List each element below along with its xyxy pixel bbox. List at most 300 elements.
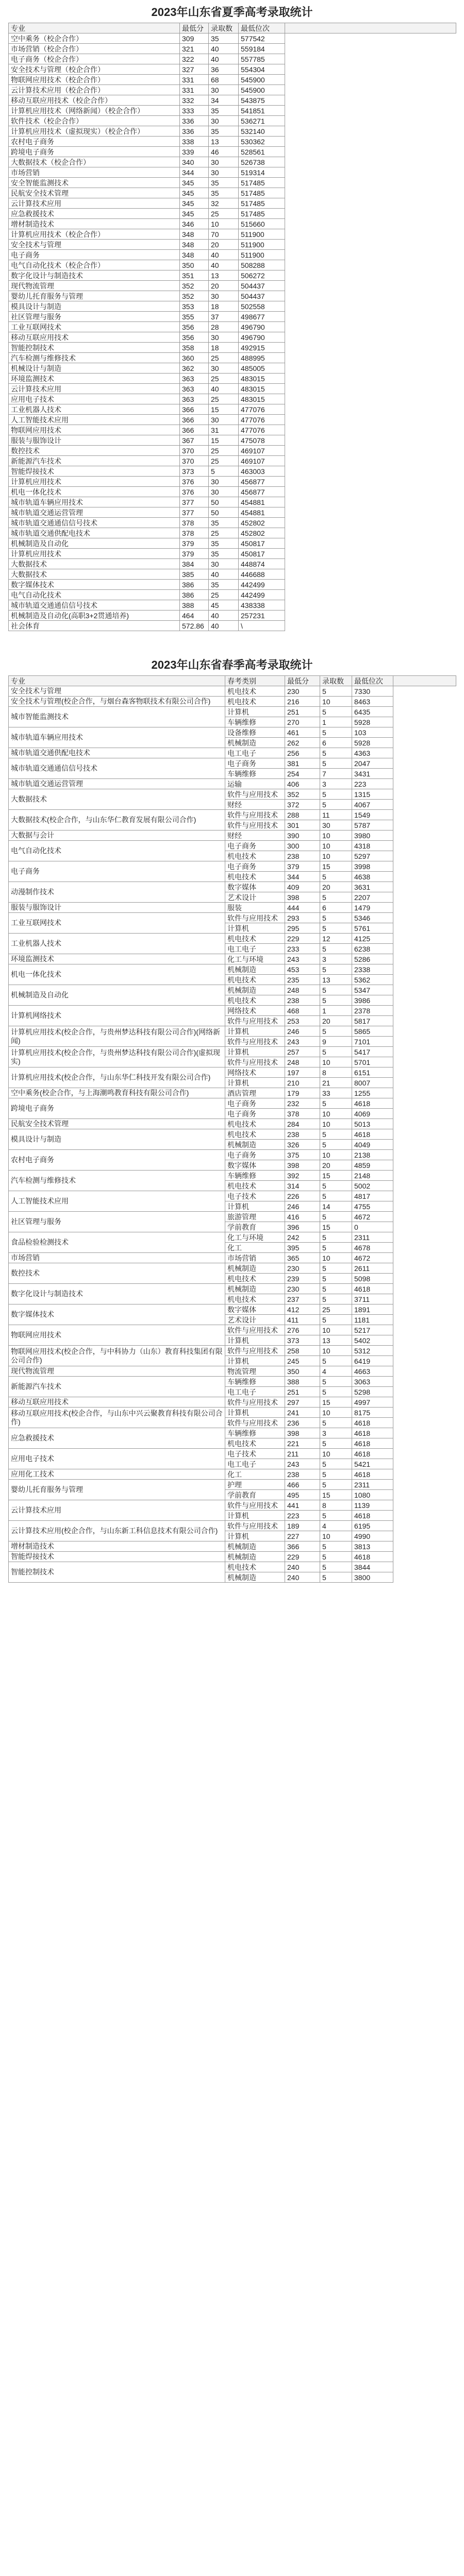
min-rank-cell: 8463 bbox=[352, 697, 393, 707]
min-rank-cell: 4638 bbox=[352, 872, 393, 882]
admitted-cell: 13 bbox=[209, 270, 239, 281]
min-rank-cell: 483015 bbox=[239, 384, 285, 394]
table-row bbox=[9, 707, 456, 717]
category-cell: 旅游管理 bbox=[225, 1212, 285, 1222]
blank-cell bbox=[285, 85, 456, 95]
table-row bbox=[9, 1171, 456, 1181]
min-score-cell: 384 bbox=[180, 559, 209, 569]
blank-cell bbox=[393, 1201, 456, 1212]
major-cell: 应用电子技术 bbox=[9, 1449, 225, 1469]
table-row bbox=[9, 934, 456, 944]
blank-cell bbox=[285, 33, 456, 44]
blank-cell bbox=[285, 394, 456, 404]
min-score-cell: 373 bbox=[285, 1335, 320, 1346]
major-cell: 机械制造及自动化 bbox=[9, 538, 180, 549]
table-row bbox=[9, 1562, 456, 1572]
min-score-cell: 352 bbox=[285, 789, 320, 800]
min-score-cell: 276 bbox=[285, 1325, 320, 1335]
major-cell: 云计算技术应用 bbox=[9, 198, 180, 209]
min-score-cell: 262 bbox=[285, 738, 320, 748]
category-cell: 软件与应用技术 bbox=[225, 810, 285, 820]
min-score-cell: 241 bbox=[285, 1408, 320, 1418]
table-row bbox=[9, 404, 456, 415]
admitted-cell: 30 bbox=[209, 415, 239, 425]
major-cell: 云计算技术应用（校企合作） bbox=[9, 85, 180, 95]
admitted-cell: 40 bbox=[209, 569, 239, 580]
admitted-cell: 5 bbox=[320, 1418, 352, 1428]
blank-cell bbox=[285, 209, 456, 219]
min-rank-cell: 2148 bbox=[352, 1171, 393, 1181]
min-score-cell: 360 bbox=[180, 353, 209, 363]
blank-cell bbox=[285, 611, 456, 621]
min-score-cell: 230 bbox=[285, 686, 320, 697]
admitted-cell: 10 bbox=[320, 1253, 352, 1263]
min-score-cell: 210 bbox=[285, 1078, 320, 1088]
table-row bbox=[9, 810, 456, 820]
major-cell: 民航安全技术管理 bbox=[9, 1119, 225, 1129]
blank-cell bbox=[285, 260, 456, 270]
category-cell: 机械制造 bbox=[225, 1572, 285, 1583]
category-cell: 软件与应用技术 bbox=[225, 1418, 285, 1428]
admitted-cell: 5 bbox=[320, 1098, 352, 1109]
category-cell: 软件与应用技术 bbox=[225, 1037, 285, 1047]
min-score-cell: 348 bbox=[180, 240, 209, 250]
category-cell: 计算机 bbox=[225, 707, 285, 717]
min-score-cell: 379 bbox=[180, 549, 209, 559]
blank-cell bbox=[393, 717, 456, 727]
category-cell: 机电技术 bbox=[225, 1562, 285, 1572]
major-cell: 工业机器人技术 bbox=[9, 934, 225, 954]
min-rank-cell: 257231 bbox=[239, 611, 285, 621]
min-score-cell: 345 bbox=[180, 188, 209, 198]
min-rank-cell: 4618 bbox=[352, 1469, 393, 1480]
admitted-cell: 13 bbox=[320, 975, 352, 985]
category-cell: 机械制造 bbox=[225, 1263, 285, 1274]
min-rank-cell: 450817 bbox=[239, 549, 285, 559]
admitted-cell: 31 bbox=[209, 425, 239, 435]
admitted-cell: 35 bbox=[209, 538, 239, 549]
min-rank-cell: 4618 bbox=[352, 1418, 393, 1428]
major-cell: 环境监测技术 bbox=[9, 954, 225, 964]
min-score-cell: 243 bbox=[285, 1459, 320, 1469]
min-rank-cell: 4618 bbox=[352, 1449, 393, 1459]
table-row bbox=[9, 1098, 456, 1109]
table-row bbox=[9, 446, 456, 456]
min-rank-cell: 4069 bbox=[352, 1109, 393, 1119]
category-cell: 计算机 bbox=[225, 1201, 285, 1212]
min-score-cell: 379 bbox=[180, 538, 209, 549]
blank-cell bbox=[393, 1315, 456, 1325]
major-cell: 城市轨道交通运营管理 bbox=[9, 507, 180, 518]
major-cell: 电气自动化技术 bbox=[9, 841, 225, 861]
min-score-cell: 358 bbox=[180, 343, 209, 353]
table-row bbox=[9, 116, 456, 126]
min-score-cell: 229 bbox=[285, 1552, 320, 1562]
admitted-cell: 30 bbox=[209, 559, 239, 569]
admitted-cell: 5 bbox=[320, 1191, 352, 1201]
blank-cell bbox=[285, 435, 456, 446]
min-score-cell: 257 bbox=[285, 1047, 320, 1057]
admitted-cell: 5 bbox=[320, 1232, 352, 1243]
major-cell: 农村电子商务 bbox=[9, 1150, 225, 1171]
admitted-cell: 6 bbox=[320, 903, 352, 913]
min-rank-cell: 454881 bbox=[239, 497, 285, 507]
admitted-cell: 12 bbox=[320, 934, 352, 944]
min-rank-cell: 4663 bbox=[352, 1366, 393, 1377]
min-score-cell: 254 bbox=[285, 769, 320, 779]
min-score-cell: 392 bbox=[285, 1171, 320, 1181]
admitted-cell: 35 bbox=[209, 518, 239, 528]
blank-cell bbox=[393, 913, 456, 923]
admitted-cell: 10 bbox=[320, 697, 352, 707]
summer-header-row bbox=[9, 23, 456, 33]
min-rank-cell: 3813 bbox=[352, 1541, 393, 1552]
admitted-cell: 5 bbox=[320, 892, 352, 903]
category-cell: 电子商务 bbox=[225, 861, 285, 872]
min-score-cell: 245 bbox=[285, 1356, 320, 1366]
major-cell: 计算机应用技术 bbox=[9, 549, 180, 559]
min-score-cell: 227 bbox=[285, 1531, 320, 1541]
table-row bbox=[9, 831, 456, 841]
admitted-cell: 30 bbox=[209, 85, 239, 95]
admitted-cell: 40 bbox=[209, 250, 239, 260]
category-cell: 艺术设计 bbox=[225, 892, 285, 903]
admitted-cell: 5 bbox=[320, 1263, 352, 1274]
category-cell: 化工 bbox=[225, 1243, 285, 1253]
admitted-cell: 13 bbox=[209, 137, 239, 147]
blank-cell bbox=[393, 1562, 456, 1572]
min-score-cell: 327 bbox=[180, 64, 209, 75]
min-rank-cell: 577542 bbox=[239, 33, 285, 44]
blank-cell bbox=[393, 903, 456, 913]
admitted-cell: 10 bbox=[320, 831, 352, 841]
major-cell: 增材制造技术 bbox=[9, 219, 180, 229]
admitted-cell: 36 bbox=[209, 64, 239, 75]
spring-table bbox=[8, 675, 456, 1583]
min-rank-cell: 492915 bbox=[239, 343, 285, 353]
table-row bbox=[9, 167, 456, 178]
min-score-cell: 468 bbox=[285, 1006, 320, 1016]
min-rank-cell: 2138 bbox=[352, 1150, 393, 1160]
min-rank-cell: 4755 bbox=[352, 1201, 393, 1212]
table-row bbox=[9, 590, 456, 600]
admitted-cell: 35 bbox=[209, 178, 239, 188]
min-rank-cell: 511900 bbox=[239, 229, 285, 240]
summer-body bbox=[9, 33, 456, 631]
min-rank-cell: 8007 bbox=[352, 1078, 393, 1088]
blank-cell bbox=[393, 1459, 456, 1469]
blank-cell bbox=[393, 1026, 456, 1037]
blank-cell bbox=[285, 291, 456, 301]
min-rank-cell: 469107 bbox=[239, 456, 285, 466]
table-row bbox=[9, 106, 456, 116]
blank-cell bbox=[285, 477, 456, 487]
min-rank-cell: 506272 bbox=[239, 270, 285, 281]
min-rank-cell: 554304 bbox=[239, 64, 285, 75]
blank-cell bbox=[285, 528, 456, 538]
blank-cell bbox=[285, 240, 456, 250]
min-rank-cell: 511900 bbox=[239, 250, 285, 260]
category-cell: 机电技术 bbox=[225, 1438, 285, 1449]
blank-cell bbox=[285, 167, 456, 178]
admitted-cell: 35 bbox=[209, 33, 239, 44]
min-rank-cell: 5402 bbox=[352, 1335, 393, 1346]
min-score-cell: 326 bbox=[285, 1140, 320, 1150]
table-row bbox=[9, 456, 456, 466]
admitted-cell: 25 bbox=[209, 353, 239, 363]
major-cell: 食品检验检测技术 bbox=[9, 1232, 225, 1253]
table-row bbox=[9, 1377, 456, 1387]
admitted-cell: 15 bbox=[320, 1397, 352, 1408]
major-cell: 新能源汽车技术 bbox=[9, 456, 180, 466]
min-rank-cell: 1181 bbox=[352, 1315, 393, 1325]
min-score-cell: 345 bbox=[180, 178, 209, 188]
min-score-cell: 253 bbox=[285, 1016, 320, 1026]
min-rank-cell: 438338 bbox=[239, 600, 285, 611]
min-rank-cell: 5817 bbox=[352, 1016, 393, 1026]
category-cell: 软件与应用技术 bbox=[225, 913, 285, 923]
blank-cell bbox=[393, 779, 456, 789]
min-rank-cell: 3844 bbox=[352, 1562, 393, 1572]
major-cell: 现代物流管理 bbox=[9, 1366, 225, 1377]
blank-cell bbox=[285, 301, 456, 312]
major-cell: 数字媒体技术 bbox=[9, 580, 180, 590]
admitted-cell: 20 bbox=[209, 240, 239, 250]
admitted-cell: 25 bbox=[320, 1304, 352, 1315]
min-score-cell: 251 bbox=[285, 707, 320, 717]
min-score-cell: 331 bbox=[180, 75, 209, 85]
min-score-cell: 295 bbox=[285, 923, 320, 934]
table-row bbox=[9, 1428, 456, 1438]
min-score-cell: 233 bbox=[285, 944, 320, 954]
table-row bbox=[9, 1263, 456, 1274]
major-cell: 增材制造技术 bbox=[9, 1541, 225, 1552]
blank-cell bbox=[285, 54, 456, 64]
min-rank-cell: 4067 bbox=[352, 800, 393, 810]
min-score-cell: 356 bbox=[180, 332, 209, 343]
admitted-cell: 11 bbox=[320, 810, 352, 820]
min-score-cell: 350 bbox=[285, 1366, 320, 1377]
admitted-cell: 5 bbox=[320, 1552, 352, 1562]
category-cell: 电子商务 bbox=[225, 758, 285, 769]
table-row bbox=[9, 137, 456, 147]
table-row bbox=[9, 240, 456, 250]
min-score-cell: 495 bbox=[285, 1490, 320, 1500]
min-score-cell: 370 bbox=[180, 446, 209, 456]
major-cell: 云计算技术应用(校企合作，与山东新工科信息技术有限公司合作) bbox=[9, 1521, 225, 1541]
min-score-cell: 363 bbox=[180, 394, 209, 404]
blank-cell bbox=[393, 1397, 456, 1408]
blank-cell bbox=[393, 1438, 456, 1449]
table-row bbox=[9, 964, 456, 975]
blank-cell bbox=[285, 404, 456, 415]
blank-cell bbox=[285, 332, 456, 343]
major-cell: 计算机应用技术 bbox=[9, 477, 180, 487]
category-cell: 网络技术 bbox=[225, 1006, 285, 1016]
table-row bbox=[9, 363, 456, 374]
blank-cell bbox=[285, 363, 456, 374]
major-cell: 安全智能监测技术 bbox=[9, 178, 180, 188]
min-score-cell: 258 bbox=[285, 1346, 320, 1356]
min-rank-cell: 223 bbox=[352, 779, 393, 789]
table-row bbox=[9, 332, 456, 343]
min-score-cell: 243 bbox=[285, 954, 320, 964]
blank-cell bbox=[285, 116, 456, 126]
min-rank-cell: 483015 bbox=[239, 394, 285, 404]
blank-cell bbox=[393, 882, 456, 892]
table-row bbox=[9, 126, 456, 137]
blank-cell bbox=[285, 549, 456, 559]
admitted-cell: 30 bbox=[209, 332, 239, 343]
admitted-cell: 5 bbox=[320, 1387, 352, 1397]
category-cell: 软件与应用技术 bbox=[225, 1346, 285, 1356]
min-rank-cell: 536271 bbox=[239, 116, 285, 126]
major-cell: 智能控制技术 bbox=[9, 1562, 225, 1583]
blank-cell bbox=[393, 1037, 456, 1047]
admitted-cell: 10 bbox=[320, 1531, 352, 1541]
min-rank-cell: 452802 bbox=[239, 528, 285, 538]
min-score-cell: 336 bbox=[180, 126, 209, 137]
category-cell: 市场营销 bbox=[225, 1253, 285, 1263]
admitted-cell: 10 bbox=[320, 1408, 352, 1418]
min-rank-cell: 498677 bbox=[239, 312, 285, 322]
blank-cell bbox=[285, 126, 456, 137]
blank-cell bbox=[393, 1006, 456, 1016]
min-score-cell: 373 bbox=[180, 466, 209, 477]
major-cell: 电子商务（校企合作） bbox=[9, 54, 180, 64]
table-row bbox=[9, 250, 456, 260]
blank-cell bbox=[393, 1253, 456, 1263]
min-score-cell: 363 bbox=[180, 384, 209, 394]
blank-cell bbox=[285, 44, 456, 54]
admitted-cell: 8 bbox=[320, 1500, 352, 1511]
blank-cell bbox=[285, 343, 456, 353]
blank-cell bbox=[393, 1047, 456, 1057]
table-row bbox=[9, 1325, 456, 1335]
category-cell: 计算机 bbox=[225, 1408, 285, 1418]
category-cell: 机械制造 bbox=[225, 1140, 285, 1150]
min-rank-cell: 2311 bbox=[352, 1480, 393, 1490]
major-cell: 智能焊接技术 bbox=[9, 1552, 225, 1562]
admitted-cell: 30 bbox=[209, 167, 239, 178]
min-score-cell: 336 bbox=[180, 116, 209, 126]
table-row bbox=[9, 841, 456, 851]
min-score-cell: 395 bbox=[285, 1243, 320, 1253]
min-rank-cell: 543875 bbox=[239, 95, 285, 106]
admitted-cell: 5 bbox=[320, 913, 352, 923]
blank-cell bbox=[393, 1181, 456, 1191]
admitted-cell: 3 bbox=[320, 1428, 352, 1438]
table-row bbox=[9, 559, 456, 569]
admitted-cell: 15 bbox=[320, 861, 352, 872]
min-score-cell: 344 bbox=[285, 872, 320, 882]
min-rank-cell: 5701 bbox=[352, 1057, 393, 1067]
blank-cell bbox=[285, 425, 456, 435]
major-cell: 城市轨道交通运营管理 bbox=[9, 779, 225, 789]
min-rank-cell: 5297 bbox=[352, 851, 393, 861]
min-score-cell: 251 bbox=[285, 1387, 320, 1397]
blank-cell bbox=[285, 456, 456, 466]
blank-cell bbox=[285, 106, 456, 116]
blank-cell bbox=[393, 1521, 456, 1531]
category-cell: 计算机 bbox=[225, 1335, 285, 1346]
min-score-cell: 398 bbox=[285, 892, 320, 903]
min-score-cell: 248 bbox=[285, 1057, 320, 1067]
table-row bbox=[9, 748, 456, 758]
min-score-cell: 385 bbox=[180, 569, 209, 580]
blank-cell bbox=[285, 188, 456, 198]
category-cell: 机械制造 bbox=[225, 1541, 285, 1552]
admitted-cell: 5 bbox=[320, 1315, 352, 1325]
min-rank-cell: 446688 bbox=[239, 569, 285, 580]
major-cell: 大数据技术 bbox=[9, 789, 225, 810]
table-row bbox=[9, 1026, 456, 1037]
table-row bbox=[9, 466, 456, 477]
blank-cell bbox=[393, 1356, 456, 1366]
blank-cell bbox=[393, 1129, 456, 1140]
table-row bbox=[9, 1191, 456, 1201]
major-cell: 人工智能技术应用 bbox=[9, 1191, 225, 1212]
admitted-cell: 30 bbox=[209, 363, 239, 374]
admitted-cell: 5 bbox=[320, 1541, 352, 1552]
min-score-cell: 322 bbox=[180, 54, 209, 64]
blank-cell bbox=[393, 985, 456, 995]
min-score-cell: 376 bbox=[180, 487, 209, 497]
category-cell: 数字媒体 bbox=[225, 882, 285, 892]
category-cell: 电工电子 bbox=[225, 1387, 285, 1397]
table-row bbox=[9, 1119, 456, 1129]
admitted-cell: 5 bbox=[320, 1480, 352, 1490]
table-row bbox=[9, 1541, 456, 1552]
min-rank-cell: 5013 bbox=[352, 1119, 393, 1129]
major-cell: 社区管理与服务 bbox=[9, 1212, 225, 1232]
min-score-cell: 256 bbox=[285, 748, 320, 758]
admitted-cell: 1 bbox=[320, 717, 352, 727]
blank-cell bbox=[393, 1428, 456, 1438]
blank-cell bbox=[285, 157, 456, 167]
min-rank-cell: 4859 bbox=[352, 1160, 393, 1171]
min-score-cell: 345 bbox=[180, 198, 209, 209]
min-score-cell: 270 bbox=[285, 717, 320, 727]
category-cell: 机械制造 bbox=[225, 1284, 285, 1294]
major-cell: 大数据技术 bbox=[9, 559, 180, 569]
table-row bbox=[9, 301, 456, 312]
major-cell: 机械制造及自动化 bbox=[9, 985, 225, 1006]
blank-cell bbox=[393, 748, 456, 758]
table-row bbox=[9, 291, 456, 301]
min-rank-cell: 4997 bbox=[352, 1397, 393, 1408]
category-cell: 机电技术 bbox=[225, 1274, 285, 1284]
blank-cell bbox=[285, 600, 456, 611]
admitted-cell: 10 bbox=[320, 1150, 352, 1160]
table-row bbox=[9, 415, 456, 425]
blank-cell bbox=[285, 569, 456, 580]
category-cell: 车辆维修 bbox=[225, 769, 285, 779]
min-rank-cell: 6435 bbox=[352, 707, 393, 717]
category-cell: 机电技术 bbox=[225, 975, 285, 985]
min-score-cell: 388 bbox=[285, 1377, 320, 1387]
blank-cell bbox=[393, 1119, 456, 1129]
major-cell: 应用电子技术 bbox=[9, 394, 180, 404]
min-rank-cell: 2207 bbox=[352, 892, 393, 903]
min-rank-cell: 7330 bbox=[352, 686, 393, 697]
admitted-cell: 5 bbox=[320, 1469, 352, 1480]
min-rank-cell: 3711 bbox=[352, 1294, 393, 1304]
admitted-cell: 5 bbox=[320, 1047, 352, 1057]
min-score-cell: 375 bbox=[285, 1150, 320, 1160]
table-row bbox=[9, 1408, 456, 1418]
major-cell: 农村电子商务 bbox=[9, 137, 180, 147]
